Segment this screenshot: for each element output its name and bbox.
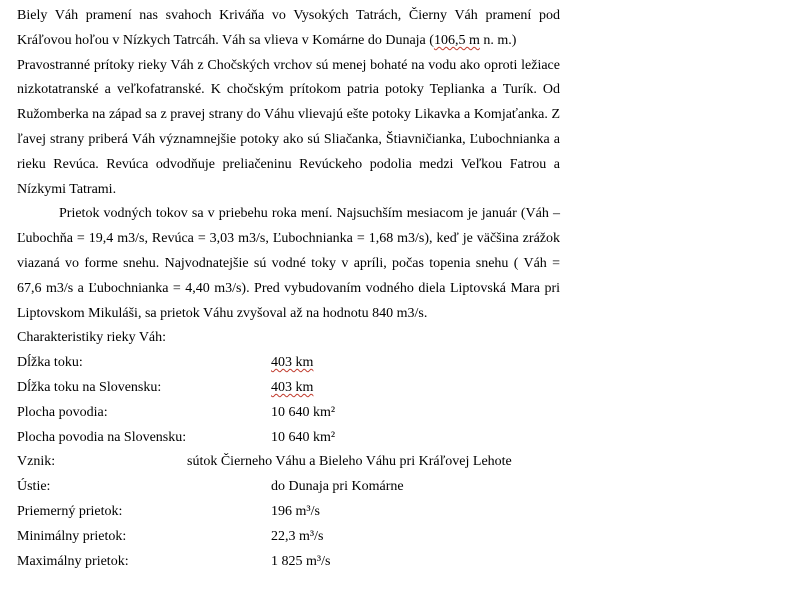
characteristics-row-mouth (17, 475, 560, 500)
characteristics-row-length-slovakia (17, 376, 560, 401)
characteristics-table (17, 351, 560, 574)
row-value: do Dunaja pri Komárne (271, 479, 404, 495)
paragraph-source-tail: n. m.) (479, 32, 517, 48)
paragraph-tributaries: Pravostranné prítoky rieky Váh z Chočských vrchov sú menej bohaté na vodu ako oproti ležiace nizkotatranské a veľkofatranské. K chočským prítokom patria potoky Teplianka a Turík. Od Ružomberka na západ sa z pravej strany do Váhu vlievajú ešte potoky Likavka a Komjaťanka. Z ľavej strany priberá Váh významnejšie potoky ako sú Sliačanka, Štiavničianka, Ľubochnianka a rieku Revúca. Revúca odvodňuje preliačeninu Revúckeho podolia medzi Veľkou Fatrou a Nízkymi Tatrami. (17, 57, 560, 197)
row-value: 403 km (271, 379, 314, 395)
characteristics-row-minimum-flow (17, 525, 560, 550)
characteristics-row-average-flow (17, 500, 560, 525)
paragraph-flow: Prietok vodných tokov sa v priebehu roka mení. Najsuchším mesiacom je január (Váh – Ľubochňa = 19,4 m3/s, Revúca = 3,03 m3/s, Ľubochnianka = 1,68 m3/s), keď je väčšina zrážok viazaná vo forme snehu. Najvodnatejšie sú vodné toky v apríli, počas topenia snehu ( Váh = 67,6 m3/s a Ľubochnianka = 4,40 m3/s). Pred vybudovaním vodného diela Liptovská Mara pri Liptovskom Mikuláši, sa prietok Váhu zvyšoval až na hodnotu 840 m3/s. (17, 206, 560, 321)
row-label: Priemerný prietok: (17, 503, 123, 519)
paragraph-source-text: Biely Váh pramení nas svahoch Kriváňa vo Vysokých Tatrách, Čierny Váh pramení pod Kráľovou hoľou v Nízkych Tatrcáh. Váh sa vlieva v Komárne do Dunaja ( (17, 8, 560, 48)
characteristics-row-origin (17, 450, 560, 475)
row-label: Ústie: (17, 479, 51, 495)
row-value: 10 640 km² (271, 429, 336, 445)
row-label: Dĺžka toku na Slovensku: (17, 379, 162, 395)
characteristics-row-basin-area (17, 401, 560, 426)
row-label: Minimálny prietok: (17, 528, 127, 544)
row-value: 403 km (271, 355, 314, 371)
document-body[interactable] (17, 4, 560, 574)
row-label: Maximálny prietok: (17, 553, 129, 569)
row-label: Plocha povodia na Slovensku: (17, 429, 187, 445)
row-value: 1 825 m³/s (271, 553, 331, 569)
characteristics-row-basin-area-slovakia (17, 426, 560, 451)
row-value: 22,3 m³/s (271, 528, 324, 544)
row-value: 196 m³/s (271, 503, 320, 519)
row-label: Dĺžka toku: (17, 355, 83, 371)
characteristics-row-length (17, 351, 560, 376)
characteristics-heading: Charakteristiky rieky Váh: (17, 330, 167, 346)
row-value: sútok Čierneho Váhu a Bieleho Váhu pri Kráľovej Lehote (187, 454, 512, 470)
row-label: Plocha povodia: (17, 404, 108, 420)
paragraph-source (17, 4, 560, 54)
row-value: 10 640 km² (271, 404, 336, 420)
spellcheck-marked-elevation: 106,5 m (433, 32, 480, 48)
characteristics-row-maximum-flow (17, 550, 560, 575)
row-label: Vznik: (17, 454, 56, 470)
